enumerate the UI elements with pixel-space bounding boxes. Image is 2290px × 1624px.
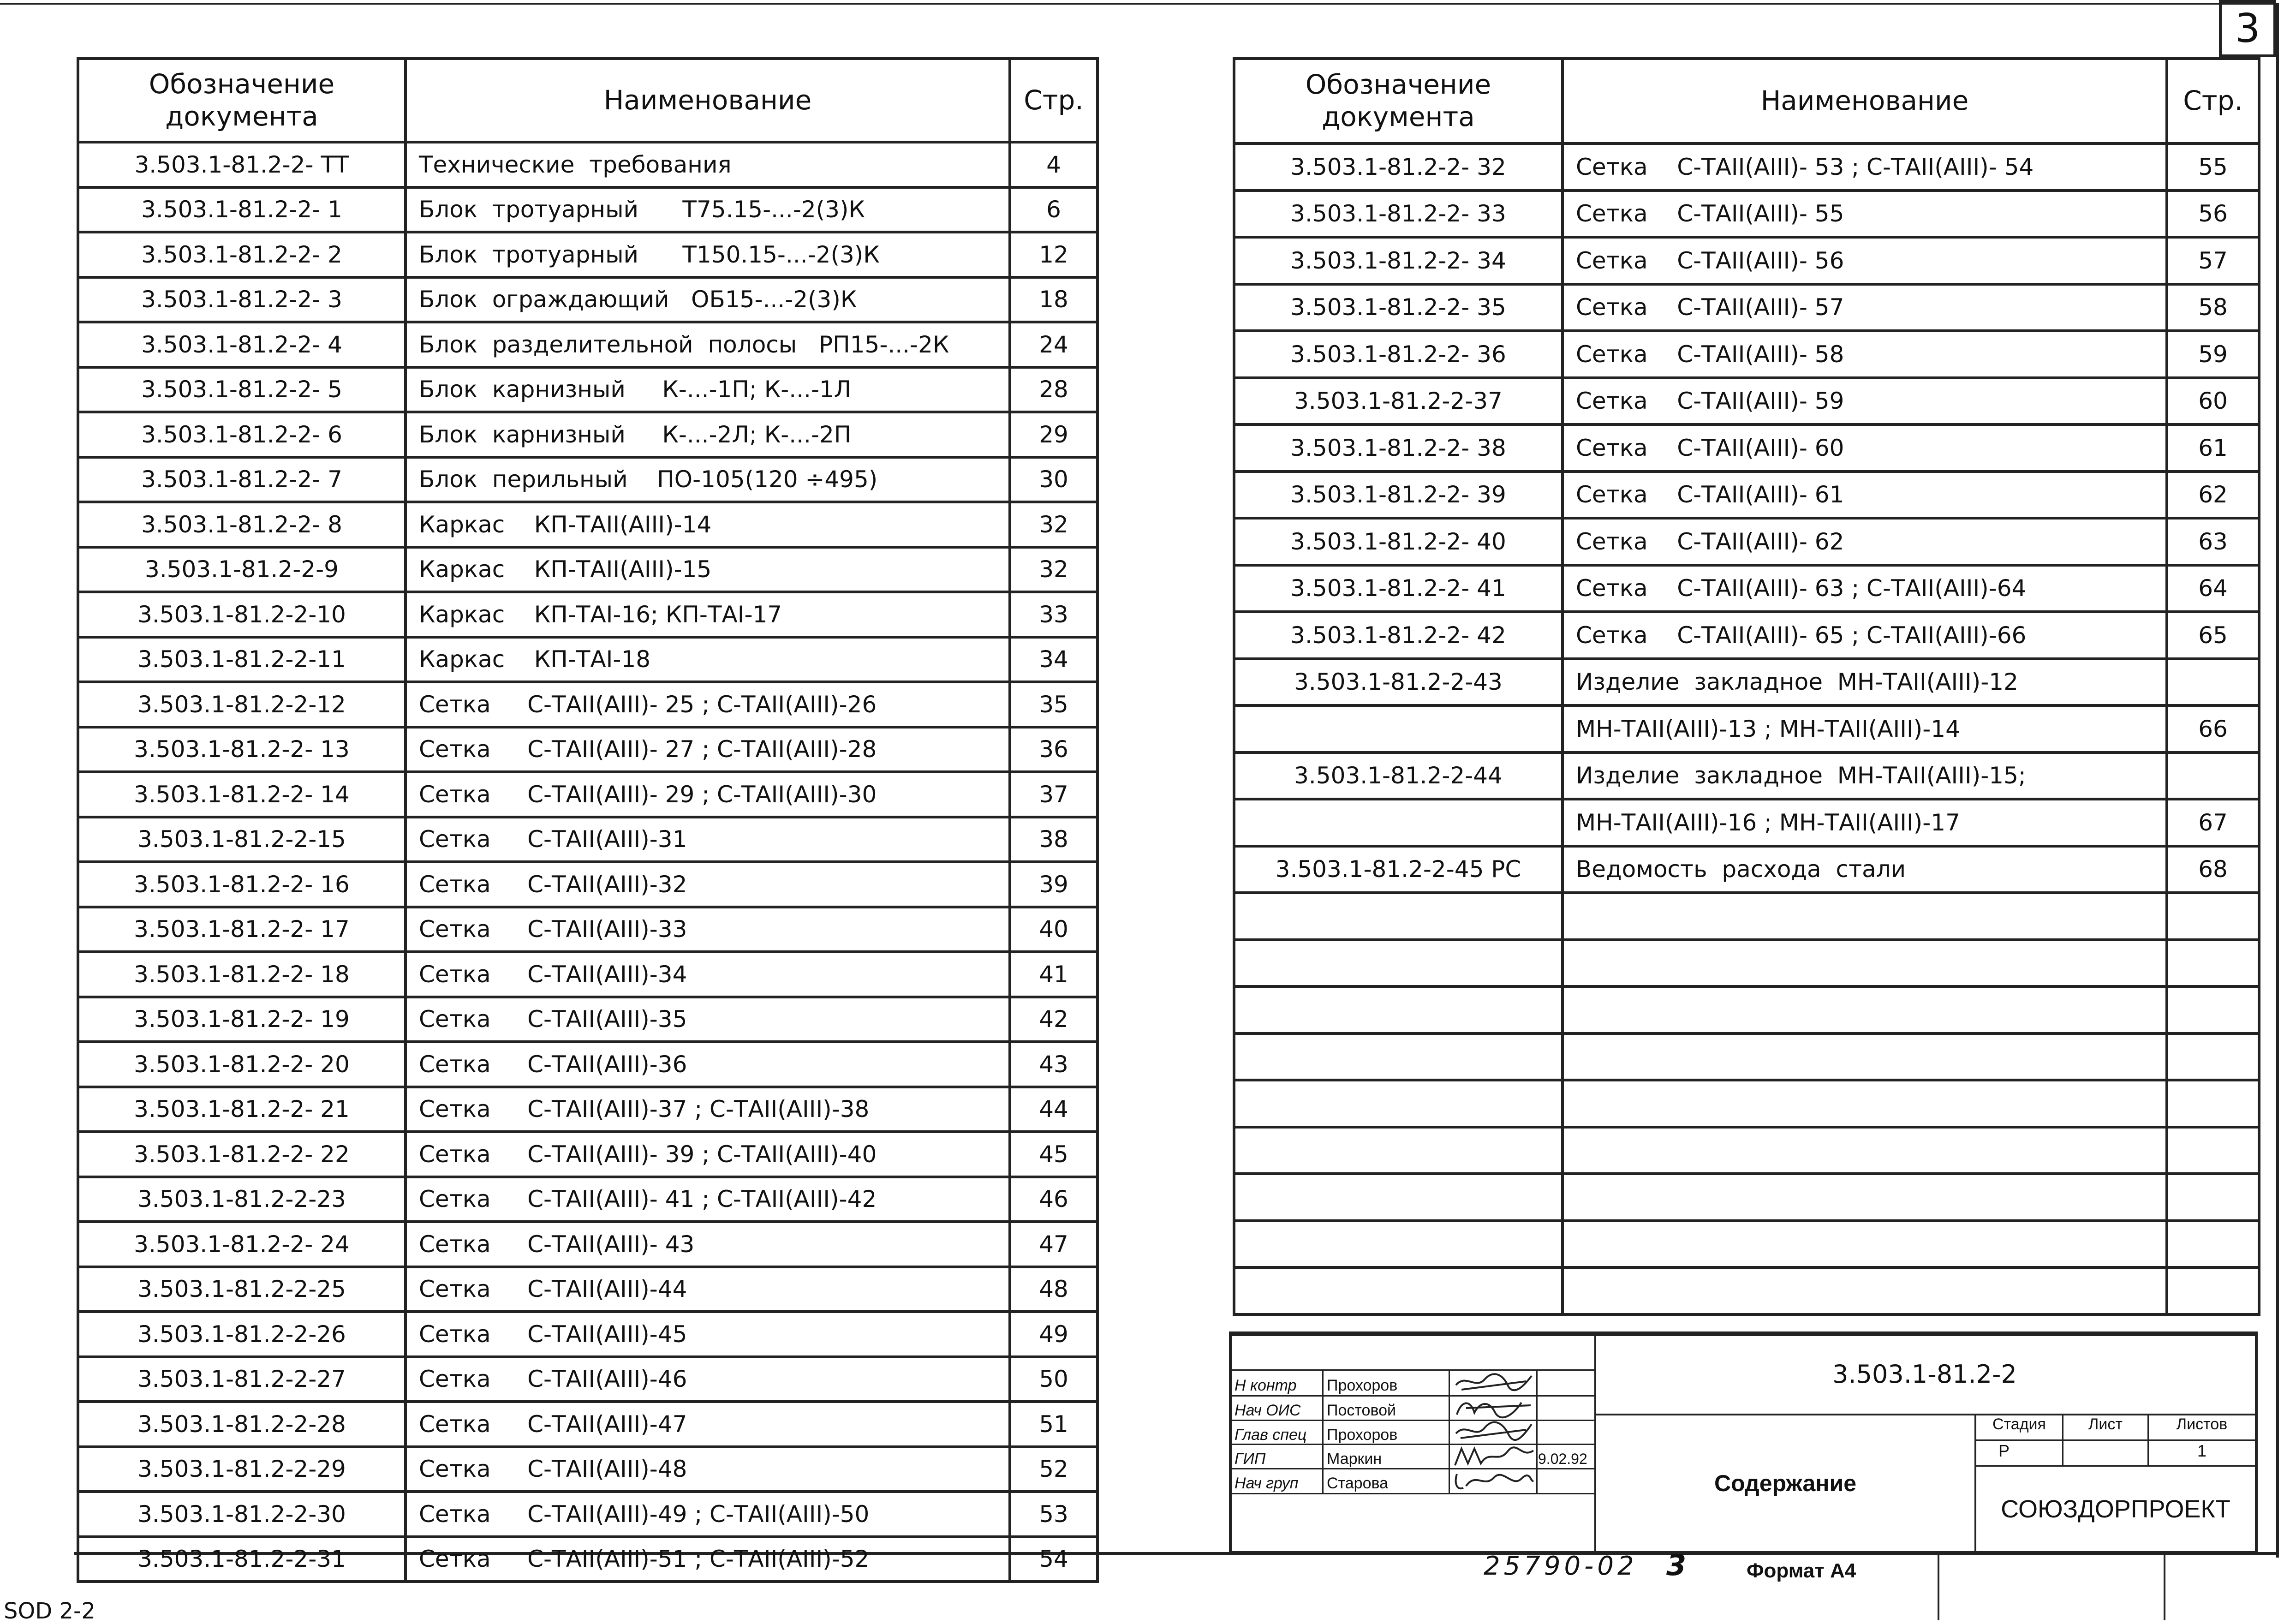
page-cell: 28: [1010, 367, 1097, 412]
table-row: [1234, 1080, 2259, 1127]
sheet-number-box: [2219, 0, 2276, 57]
page-cell: [2167, 940, 2259, 987]
header-designation: Обозначение документа: [1234, 59, 1562, 143]
table-row: [1234, 1033, 2259, 1081]
name-cell: Сетка С-ТАII(АIII)- 57: [1562, 284, 2167, 331]
sheet-number: 3: [2235, 6, 2260, 52]
page-cell: [2167, 1174, 2259, 1221]
table-row: [1234, 752, 2259, 800]
designation-cell: 3.503.1-81.2-2- 22: [78, 1132, 406, 1177]
designation-cell: [1234, 986, 1562, 1033]
stage-label: Стадия: [1992, 1415, 2046, 1433]
name-cell: Блок карнизный К-...-2Л; К-...-2П: [406, 412, 1010, 457]
designation-cell: 3.503.1-81.2-2- 41: [1234, 565, 1562, 612]
designation-cell: 3.503.1-81.2-2-26: [78, 1312, 406, 1357]
name-cell: Сетка С-ТАII(АIII)- 43: [406, 1222, 1010, 1267]
table-row: [1234, 191, 2259, 238]
designation-cell: 3.503.1-81.2-2-11: [78, 637, 406, 682]
table-row: [78, 457, 1097, 502]
page-cell: 54: [1010, 1537, 1097, 1582]
table-row: [1234, 284, 2259, 331]
name-cell: [1562, 893, 2167, 940]
designation-cell: 3.503.1-81.2-2- ТТ: [78, 142, 406, 187]
page-cell: 43: [1010, 1042, 1097, 1087]
designation-cell: 3.503.1-81.2-2-9: [78, 547, 406, 592]
designation-cell: 3.503.1-81.2-2-44: [1234, 752, 1562, 800]
table-row: [1234, 518, 2259, 565]
designation-cell: 3.503.1-81.2-2- 3: [78, 277, 406, 322]
name-cell: Сетка С-ТАII(АIII)- 61: [1562, 472, 2167, 519]
designation-cell: 3.503.1-81.2-2- 33: [1234, 191, 1562, 238]
name-cell: Блок ограждающий ОБ15-...-2(3)К: [406, 277, 1010, 322]
table-row: [78, 1222, 1097, 1267]
designation-cell: 3.503.1-81.2-2- 6: [78, 412, 406, 457]
signature-2: [1452, 1396, 1535, 1420]
page-cell: 41: [1010, 952, 1097, 997]
page-cell: 29: [1010, 412, 1097, 457]
table-row: [1234, 659, 2259, 706]
page-cell: 58: [2167, 284, 2259, 331]
table-row: [78, 1177, 1097, 1222]
designation-cell: 3.503.1-81.2-2-12: [78, 682, 406, 727]
page-cell: 39: [1010, 862, 1097, 907]
person-5: Старова: [1327, 1475, 1389, 1492]
frame-right-line: [2276, 3, 2279, 1558]
name-cell: Сетка С-ТАII(АIII)-51 ; С-ТАII(АIII)-52: [406, 1537, 1010, 1582]
table-row: [78, 1087, 1097, 1132]
name-cell: Ведомость расхода стали: [1562, 846, 2167, 893]
designation-cell: 3.503.1-81.2-2-28: [78, 1402, 406, 1447]
designation-cell: 3.503.1-81.2-2- 40: [1234, 518, 1562, 565]
designation-cell: 3.503.1-81.2-2-29: [78, 1447, 406, 1492]
page-cell: 38: [1010, 817, 1097, 862]
page-cell: 60: [2167, 378, 2259, 425]
page-cell: 32: [1010, 502, 1097, 547]
format-label: Формат А4: [1747, 1559, 1856, 1582]
table-row: [1234, 331, 2259, 378]
name-cell: Сетка С-ТАII(АIII)- 56: [1562, 237, 2167, 284]
table-row: [1234, 378, 2259, 425]
designation-cell: 3.503.1-81.2-2- 34: [1234, 237, 1562, 284]
name-cell: Каркас КП-ТАI-18: [406, 637, 1010, 682]
table-row: [78, 1042, 1097, 1087]
name-cell: Блок карнизный К-...-1П; К-...-1Л: [406, 367, 1010, 412]
name-cell: Сетка С-ТАII(АIII)- 62: [1562, 518, 2167, 565]
page-cell: 65: [2167, 612, 2259, 659]
person-1: Прохоров: [1327, 1377, 1398, 1394]
designation-cell: 3.503.1-81.2-2-27: [78, 1357, 406, 1402]
page-cell: 59: [2167, 331, 2259, 378]
frame-top-line: [0, 3, 2279, 5]
table-row: [1234, 705, 2259, 752]
designation-cell: 3.503.1-81.2-2- 18: [78, 952, 406, 997]
page-cell: 45: [1010, 1132, 1097, 1177]
designation-cell: [1234, 705, 1562, 752]
designation-cell: [1234, 1267, 1562, 1314]
name-cell: [1562, 1267, 2167, 1314]
designation-cell: 3.503.1-81.2-2- 16: [78, 862, 406, 907]
title-block: [1229, 1331, 2258, 1554]
contents-table-right: [1233, 57, 2260, 1316]
table-row: [78, 1312, 1097, 1357]
designation-cell: [1234, 1221, 1562, 1268]
person-3: Прохоров: [1327, 1426, 1398, 1444]
name-cell: Сетка С-ТАII(АIII)-32: [406, 862, 1010, 907]
page-cell: 49: [1010, 1312, 1097, 1357]
page-cell: 34: [1010, 637, 1097, 682]
table-row: [1234, 472, 2259, 519]
table-row: [1234, 893, 2259, 940]
bottom-strip-divider-1: [1938, 1552, 1939, 1620]
page-cell: 52: [1010, 1447, 1097, 1492]
table-row: [1234, 565, 2259, 612]
role-glav-spec: Глав спец: [1234, 1426, 1307, 1444]
table-row: [78, 1402, 1097, 1447]
name-cell: [1562, 940, 2167, 987]
designation-cell: 3.503.1-81.2-2- 1: [78, 187, 406, 233]
table-row: [1234, 799, 2259, 846]
designation-cell: 3.503.1-81.2-2- 2: [78, 232, 406, 277]
stage-value: Р: [1998, 1441, 2010, 1460]
designation-cell: 3.503.1-81.2-2-37: [1234, 378, 1562, 425]
page-cell: 35: [1010, 682, 1097, 727]
name-cell: Сетка С-ТАII(АIII)-49 ; С-ТАII(АIII)-50: [406, 1492, 1010, 1537]
name-cell: Сетка С-ТАII(АIII)-45: [406, 1312, 1010, 1357]
page-cell: 36: [1010, 727, 1097, 772]
table-row: [1234, 940, 2259, 987]
header-page: Стр.: [1010, 59, 1097, 142]
designation-cell: [1234, 893, 1562, 940]
name-cell: Сетка С-ТАII(АIII)- 29 ; С-ТАII(АIII)-30: [406, 772, 1010, 817]
name-cell: Технические требования: [406, 142, 1010, 187]
table-row: [78, 772, 1097, 817]
sheet-count-value: 1: [2197, 1441, 2207, 1460]
table-row: [78, 277, 1097, 322]
page-cell: 12: [1010, 232, 1097, 277]
name-cell: Сетка С-ТАII(АIII)- 65 ; С-ТАII(АIII)-66: [1562, 612, 2167, 659]
page-cell: 53: [1010, 1492, 1097, 1537]
bottom-strip-divider-2: [2164, 1552, 2165, 1620]
designation-cell: 3.503.1-81.2-2-25: [78, 1267, 406, 1312]
name-cell: МН-ТАII(АIII)-13 ; МН-ТАII(АIII)-14: [1562, 705, 2167, 752]
name-cell: Сетка С-ТАII(АIII)-44: [406, 1267, 1010, 1312]
designation-cell: [1234, 1033, 1562, 1081]
table-row: [78, 322, 1097, 367]
table-row: [78, 367, 1097, 412]
page-cell: 56: [2167, 191, 2259, 238]
person-2: Постовой: [1327, 1402, 1396, 1419]
name-cell: Блок перильный ПО-105(120 ÷495): [406, 457, 1010, 502]
role-n-kontr: Н контр: [1234, 1377, 1297, 1394]
table-row: [78, 997, 1097, 1042]
name-cell: Сетка С-ТАII(АIII)-35: [406, 997, 1010, 1042]
designation-cell: 3.503.1-81.2-2-31: [78, 1537, 406, 1582]
signature-4: [1452, 1445, 1535, 1469]
name-cell: Сетка С-ТАII(АIII)- 25 ; С-ТАII(АIII)-26: [406, 682, 1010, 727]
name-cell: Изделие закладное МН-ТАII(АIII)-15;: [1562, 752, 2167, 800]
page-cell: 4: [1010, 142, 1097, 187]
table-row: [78, 907, 1097, 952]
sod-label: SOD 2-2: [4, 1598, 95, 1624]
table-row: [78, 1492, 1097, 1537]
name-cell: Сетка С-ТАII(АIII)-48: [406, 1447, 1010, 1492]
table-row: [78, 817, 1097, 862]
designation-cell: [1234, 1080, 1562, 1127]
page-cell: [2167, 893, 2259, 940]
inventory-number: 25790-02: [1484, 1551, 1638, 1581]
page-cell: 32: [1010, 547, 1097, 592]
designation-cell: 3.503.1-81.2-2-10: [78, 592, 406, 637]
header-name: Наименование: [1562, 59, 2167, 143]
name-cell: [1562, 1221, 2167, 1268]
table-row: [1234, 1174, 2259, 1221]
name-cell: Сетка С-ТАII(АIII)- 53 ; С-ТАII(АIII)- 54: [1562, 143, 2167, 191]
role-nach-grup: Нач груп: [1234, 1475, 1299, 1492]
page-cell: 46: [1010, 1177, 1097, 1222]
table-row: [78, 142, 1097, 187]
page-cell: [2167, 986, 2259, 1033]
document-title: Содержание: [1714, 1470, 1857, 1496]
page-cell: 30: [1010, 457, 1097, 502]
designation-cell: 3.503.1-81.2-2- 38: [1234, 424, 1562, 472]
page-cell: [2167, 659, 2259, 706]
designation-cell: 3.503.1-81.2-2- 17: [78, 907, 406, 952]
header-designation: Обозначение документа: [78, 59, 406, 142]
name-cell: Сетка С-ТАII(АIII)-46: [406, 1357, 1010, 1402]
name-cell: Сетка С-ТАII(АIII)- 39 ; С-ТАII(АIII)-40: [406, 1132, 1010, 1177]
designation-cell: 3.503.1-81.2-2-15: [78, 817, 406, 862]
table-row: [78, 862, 1097, 907]
name-cell: Сетка С-ТАII(АIII)-34: [406, 952, 1010, 997]
page-cell: 42: [1010, 997, 1097, 1042]
designation-cell: 3.503.1-81.2-2- 14: [78, 772, 406, 817]
table-row: [1234, 612, 2259, 659]
page-cell: [2167, 1221, 2259, 1268]
role-nach-ois: Нач ОИС: [1234, 1402, 1301, 1419]
name-cell: [1562, 1080, 2167, 1127]
page-cell: 68: [2167, 846, 2259, 893]
page-cell: 24: [1010, 322, 1097, 367]
designation-cell: 3.503.1-81.2-2- 32: [1234, 143, 1562, 191]
table-row: [78, 727, 1097, 772]
role-gip: ГИП: [1234, 1450, 1266, 1468]
table-row: [78, 1357, 1097, 1402]
name-cell: Сетка С-ТАII(АIII)-47: [406, 1402, 1010, 1447]
inventory-sheet-mark: 3: [1666, 1548, 1687, 1582]
name-cell: МН-ТАII(АIII)-16 ; МН-ТАII(АIII)-17: [1562, 799, 2167, 846]
designation-cell: 3.503.1-81.2-2- 35: [1234, 284, 1562, 331]
page-cell: 50: [1010, 1357, 1097, 1402]
name-cell: Сетка С-ТАII(АIII)-33: [406, 907, 1010, 952]
table-row: [1234, 1221, 2259, 1268]
page-cell: [2167, 1080, 2259, 1127]
page-cell: 48: [1010, 1267, 1097, 1312]
designation-cell: [1234, 799, 1562, 846]
name-cell: Каркас КП-ТАII(АIII)-15: [406, 547, 1010, 592]
name-cell: Блок тротуарный Т75.15-...-2(3)К: [406, 187, 1010, 233]
table-row: [1234, 424, 2259, 472]
sheet-label: Лист: [2088, 1415, 2123, 1433]
table-row: [1234, 986, 2259, 1033]
page-cell: [2167, 1267, 2259, 1314]
table-row: [78, 592, 1097, 637]
signature-5: [1452, 1469, 1535, 1493]
name-cell: Изделие закладное МН-ТАII(АIII)-12: [1562, 659, 2167, 706]
designation-cell: 3.503.1-81.2-2- 8: [78, 502, 406, 547]
name-cell: Сетка С-ТАII(АIII)- 27 ; С-ТАII(АIII)-28: [406, 727, 1010, 772]
table-row: [78, 502, 1097, 547]
table-row: [78, 547, 1097, 592]
table-row: [78, 232, 1097, 277]
designation-cell: 3.503.1-81.2-2- 4: [78, 322, 406, 367]
page-cell: 40: [1010, 907, 1097, 952]
name-cell: Сетка С-ТАII(АIII)-36: [406, 1042, 1010, 1087]
page-cell: 57: [2167, 237, 2259, 284]
name-cell: Сетка С-ТАII(АIII)- 41 ; С-ТАII(АIII)-42: [406, 1177, 1010, 1222]
designation-cell: 3.503.1-81.2-2-43: [1234, 659, 1562, 706]
page-cell: 33: [1010, 592, 1097, 637]
table-row: [78, 1267, 1097, 1312]
name-cell: Сетка С-ТАII(АIII)- 59: [1562, 378, 2167, 425]
name-cell: Сетка С-ТАII(АIII)- 63 ; С-ТАII(АIII)-64: [1562, 565, 2167, 612]
page-cell: 44: [1010, 1087, 1097, 1132]
designation-cell: 3.503.1-81.2-2- 24: [78, 1222, 406, 1267]
name-cell: Сетка С-ТАII(АIII)- 55: [1562, 191, 2167, 238]
table-row: [78, 637, 1097, 682]
designation-cell: 3.503.1-81.2-2- 19: [78, 997, 406, 1042]
page-cell: [2167, 1127, 2259, 1174]
table-row: [1234, 846, 2259, 893]
designation-cell: 3.503.1-81.2-2-23: [78, 1177, 406, 1222]
table-row: [78, 682, 1097, 727]
organization: СОЮЗДОРПРОЕКТ: [2001, 1495, 2230, 1523]
person-4: Маркин: [1327, 1450, 1382, 1468]
page-cell: 63: [2167, 518, 2259, 565]
page-cell: 51: [1010, 1402, 1097, 1447]
table-row: [78, 1447, 1097, 1492]
designation-cell: [1234, 940, 1562, 987]
name-cell: Каркас КП-ТАI-16; КП-ТАI-17: [406, 592, 1010, 637]
page-cell: 18: [1010, 277, 1097, 322]
signature-1: [1452, 1371, 1535, 1395]
page-cell: 6: [1010, 187, 1097, 233]
table-row: [78, 1537, 1097, 1582]
header-page: Стр.: [2167, 59, 2259, 143]
name-cell: [1562, 986, 2167, 1033]
page-cell: 55: [2167, 143, 2259, 191]
page-cell: [2167, 1033, 2259, 1081]
table-row: [1234, 237, 2259, 284]
page-cell: 64: [2167, 565, 2259, 612]
sheets-label: Листов: [2176, 1415, 2228, 1433]
contents-table-left: [77, 57, 1099, 1583]
table-row: [1234, 1267, 2259, 1314]
name-cell: [1562, 1127, 2167, 1174]
table-row: [78, 1132, 1097, 1177]
designation-cell: 3.503.1-81.2-2- 20: [78, 1042, 406, 1087]
page-cell: [2167, 752, 2259, 800]
designation-cell: 3.503.1-81.2-2- 21: [78, 1087, 406, 1132]
date: 9.02.92: [1538, 1451, 1587, 1467]
table-row: [78, 952, 1097, 997]
name-cell: [1562, 1033, 2167, 1081]
designation-cell: 3.503.1-81.2-2- 42: [1234, 612, 1562, 659]
page-cell: 66: [2167, 705, 2259, 752]
name-cell: Блок тротуарный Т150.15-...-2(3)К: [406, 232, 1010, 277]
document-code: 3.503.1-81.2-2: [1832, 1359, 2017, 1389]
name-cell: Сетка С-ТАII(АIII)-31: [406, 817, 1010, 862]
designation-cell: 3.503.1-81.2-2- 39: [1234, 472, 1562, 519]
name-cell: Сетка С-ТАII(АIII)- 60: [1562, 424, 2167, 472]
designation-cell: 3.503.1-81.2-2- 36: [1234, 331, 1562, 378]
name-cell: Блок разделительной полосы РП15-...-2К: [406, 322, 1010, 367]
page-cell: 61: [2167, 424, 2259, 472]
page-cell: 47: [1010, 1222, 1097, 1267]
designation-cell: 3.503.1-81.2-2-45 РС: [1234, 846, 1562, 893]
table-row: [1234, 1127, 2259, 1174]
designation-cell: 3.503.1-81.2-2- 5: [78, 367, 406, 412]
page-cell: 62: [2167, 472, 2259, 519]
header-name: Наименование: [406, 59, 1010, 142]
name-cell: Сетка С-ТАII(АIII)-37 ; С-ТАII(АIII)-38: [406, 1087, 1010, 1132]
designation-cell: 3.503.1-81.2-2- 7: [78, 457, 406, 502]
table-row: [1234, 143, 2259, 191]
designation-cell: [1234, 1127, 1562, 1174]
page-cell: 37: [1010, 772, 1097, 817]
name-cell: [1562, 1174, 2167, 1221]
name-cell: Сетка С-ТАII(АIII)- 58: [1562, 331, 2167, 378]
page-cell: 67: [2167, 799, 2259, 846]
designation-cell: 3.503.1-81.2-2-30: [78, 1492, 406, 1537]
designation-cell: 3.503.1-81.2-2- 13: [78, 727, 406, 772]
signature-3: [1452, 1421, 1535, 1445]
table-row: [78, 412, 1097, 457]
designation-cell: [1234, 1174, 1562, 1221]
name-cell: Каркас КП-ТАII(АIII)-14: [406, 502, 1010, 547]
table-row: [78, 187, 1097, 233]
